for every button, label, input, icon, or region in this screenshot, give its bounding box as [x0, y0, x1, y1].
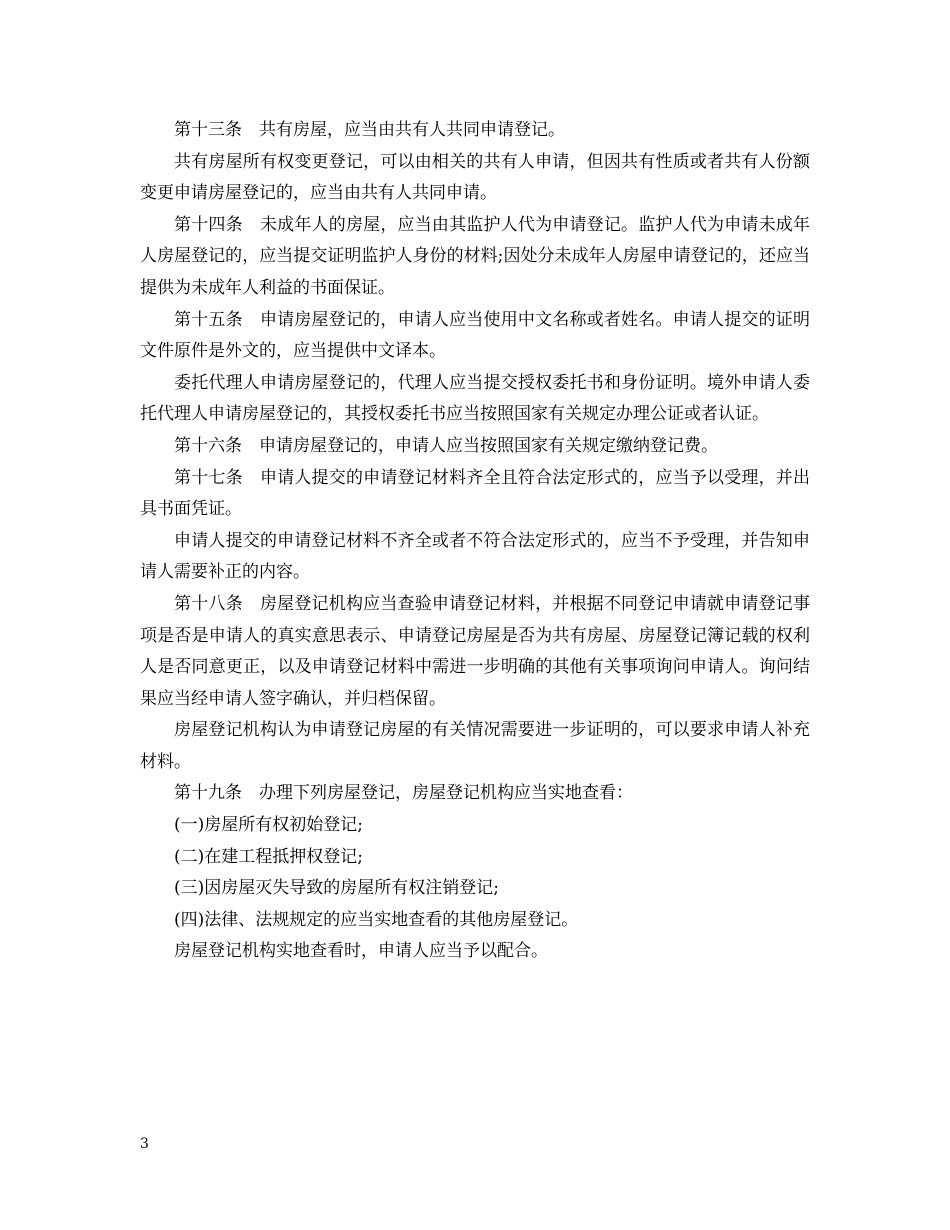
- paragraph-inspection-cooperation: 房屋登记机构实地查看时，申请人应当予以配合。: [174, 941, 548, 962]
- list-item-2: (二)在建工程抵押权登记;: [174, 846, 363, 867]
- paragraph-agent-registration: 委托代理人申请房屋登记的，代理人应当提交授权委托书和身份证明。境外申请人委托代理人申请房屋登记的，其授权委托书应当按照国家有关规定办理公证或者认证。: [140, 372, 810, 425]
- list-item-1: (一)房屋所有权初始登记;: [174, 815, 363, 836]
- paragraph-additional-proof: 房屋登记机构认为申请登记房屋的有关情况需要进一步证明的，可以要求申请人补充材料。: [140, 720, 810, 772]
- paragraph-article-16: 第十六条 申请房屋登记的，申请人应当按照国家有关规定缴纳登记费。: [174, 435, 718, 456]
- paragraph-co-owner-change: 共有房屋所有权变更登记，可以由相关的共有人申请，但因共有性质或者共有人份额变更申请房屋登记的，应当由共有人共同申请。: [140, 151, 810, 204]
- paragraph-article-18: 第十八条 房屋登记机构应当查验申请登记材料，并根据不同登记申请就申请登记事项是否是申请人的真实意思表示、申请登记房屋是否为共有房屋、房屋登记簿记载的权利人是否同意更正，以及申请登记材料中需进一步明确的其他有关事项询问申请人。询问结果应当经申请人签字确认，并归档保留。: [140, 593, 810, 709]
- paragraph-article-14: 第十四条 未成年人的房屋，应当由其监护人代为申请登记。监护人代为申请未成年人房屋登记的，应当提交证明监护人身份的材料;因处分未成年人房屋申请登记的，还应当提供为未成年人利益的书面保证。: [140, 214, 810, 298]
- paragraph-article-19: 第十九条 办理下列房屋登记，房屋登记机构应当实地查看：: [174, 783, 633, 804]
- paragraph-incomplete-materials: 申请人提交的申请登记材料不齐全或者不符合法定形式的，应当不予受理，并告知申请人需要补正的内容。: [140, 530, 810, 583]
- page-number: 3: [140, 1136, 149, 1152]
- paragraph-article-17: 第十七条 申请人提交的申请登记材料齐全且符合法定形式的，应当予以受理，并出具书面凭证。: [140, 467, 810, 520]
- paragraph-article-15: 第十五条 申请房屋登记的，申请人应当使用中文名称或者姓名。申请人提交的证明文件原件是外文的，应当提供中文译本。: [140, 309, 810, 362]
- list-item-4: (四)法律、法规规定的应当实地查看的其他房屋登记。: [174, 909, 579, 930]
- list-item-3: (三)因房屋灭失导致的房屋所有权注销登记;: [174, 878, 499, 899]
- paragraph-article-13: 第十三条 共有房屋，应当由共有人共同申请登记。: [174, 120, 565, 140]
- document-body: [140, 115, 810, 968]
